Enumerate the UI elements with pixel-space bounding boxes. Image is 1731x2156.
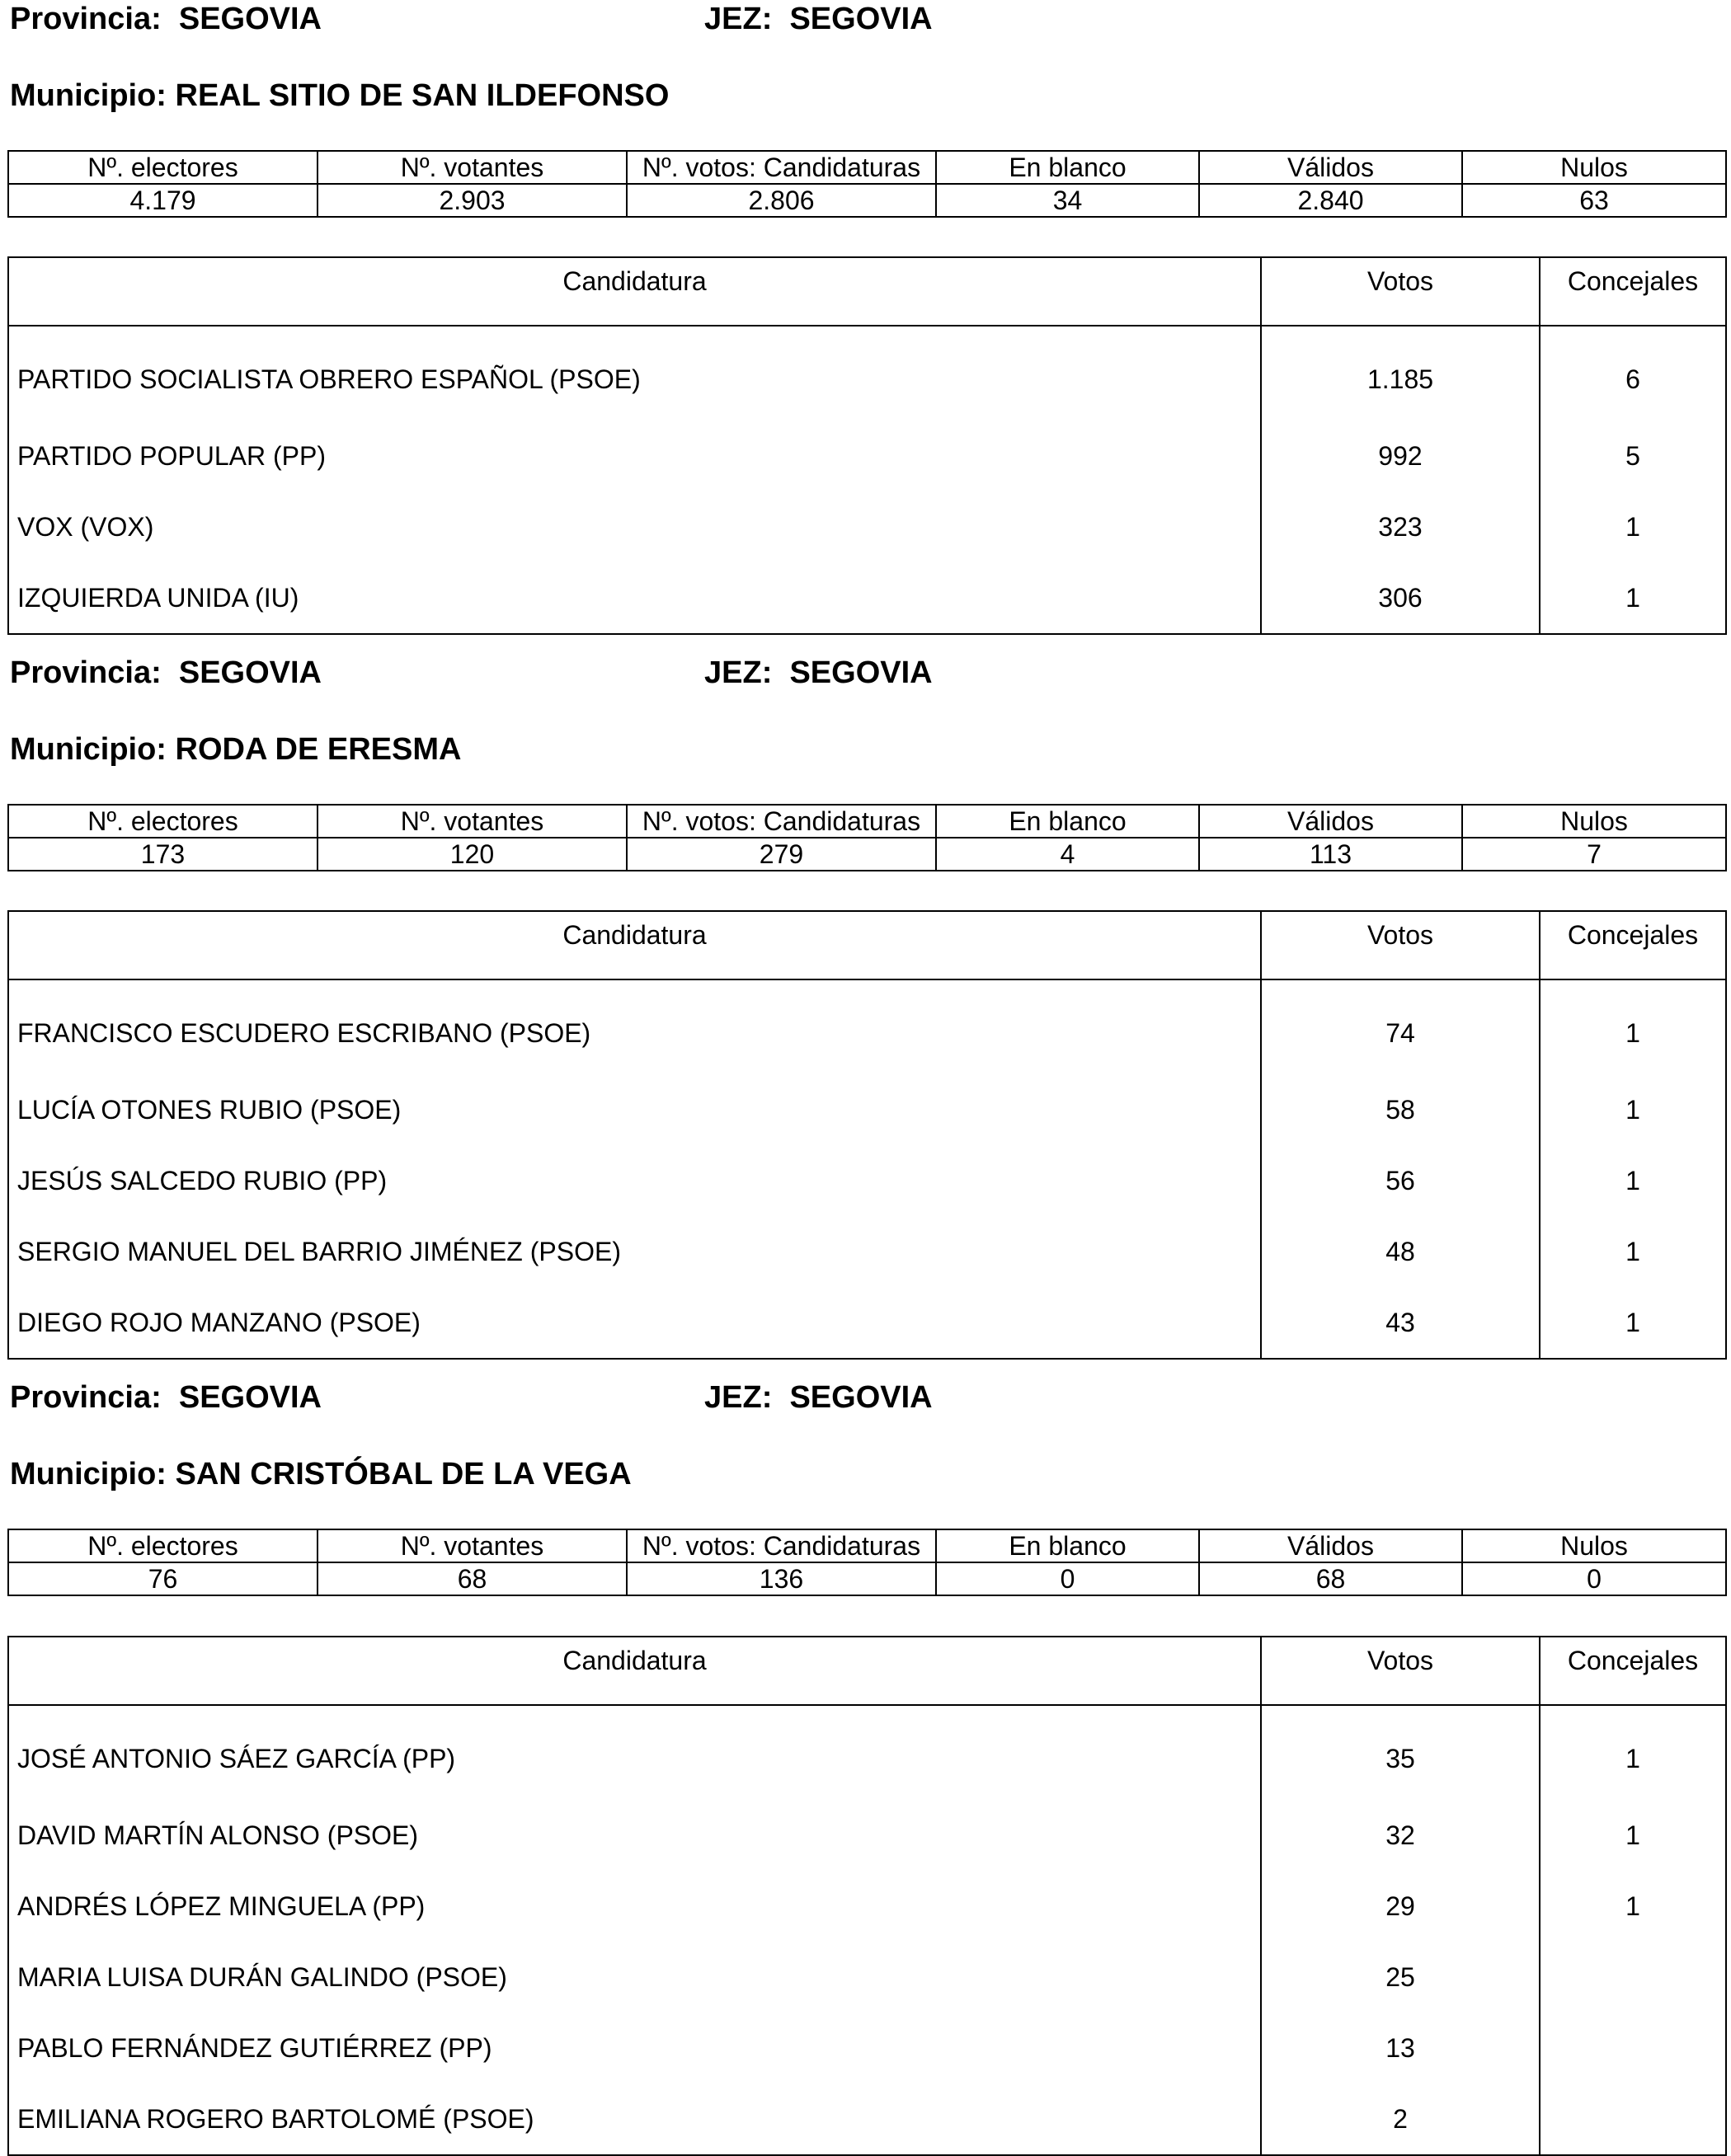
candidate-concejales: 1: [1625, 1743, 1640, 1773]
candidates-header-row: [8, 1637, 1726, 1705]
provincia-heading: Provincia: SEGOVIA: [10, 2, 322, 36]
stats-header-row: [8, 805, 1726, 838]
votos-header: Votos: [1261, 1637, 1540, 1705]
votos-header: Votos: [1261, 911, 1540, 979]
candidate-concejales: 6: [1625, 364, 1640, 394]
candidate-row: [8, 2083, 1726, 2155]
candidate-votes: 992: [1261, 420, 1540, 491]
candidate-concejales: 1: [1625, 1891, 1640, 1921]
candidate-row: [8, 979, 1726, 1074]
stats-value: 279: [627, 838, 936, 871]
candidate-row: [8, 1287, 1726, 1359]
candidate-row: [8, 1800, 1726, 1871]
concejales-header: Concejales: [1540, 911, 1726, 979]
stats-header-row: [8, 1529, 1726, 1562]
stats-header: Válidos: [1199, 805, 1462, 838]
candidate-row: [8, 1216, 1726, 1287]
concejales-header: Concejales: [1540, 257, 1726, 326]
stats-value: 120: [318, 838, 627, 871]
candidate-concejales: 1: [1625, 1094, 1640, 1125]
candidates-table: [7, 256, 1727, 635]
stats-table: [7, 1529, 1727, 1596]
jez-heading: JEZ: SEGOVIA: [704, 655, 933, 690]
candidate-row: [8, 1145, 1726, 1216]
candidate-votes: 323: [1261, 491, 1540, 562]
stats-header: En blanco: [936, 1529, 1199, 1562]
candidate-name: FRANCISCO ESCUDERO ESCRIBANO (PSOE): [8, 979, 1261, 1074]
candidate-row: [8, 326, 1726, 420]
candidate-row: [8, 1871, 1726, 1942]
candidate-votes: 29: [1261, 1871, 1540, 1942]
candidate-row: [8, 562, 1726, 634]
stats-value: 7: [1462, 838, 1726, 871]
stats-value: 68: [1199, 1562, 1462, 1595]
stats-header: Nulos: [1462, 805, 1726, 838]
candidate-concejales: [1540, 2013, 1726, 2083]
stats-header: Nulos: [1462, 1529, 1726, 1562]
jez-heading: JEZ: SEGOVIA: [704, 1380, 933, 1415]
stats-header: Válidos: [1199, 1529, 1462, 1562]
stats-header: En blanco: [936, 805, 1199, 838]
stats-value: 63: [1462, 184, 1726, 217]
stats-header: Nº. electores: [8, 805, 318, 838]
candidate-votes: 32: [1261, 1800, 1540, 1871]
province-line: [10, 1380, 1725, 1420]
municipio-heading: Municipio: REAL SITIO DE SAN ILDEFONSO: [10, 78, 670, 113]
provincia-heading: Provincia: SEGOVIA: [10, 655, 322, 690]
candidate-concejales: 1: [1625, 582, 1640, 613]
stats-header: Nº. votos: Candidaturas: [627, 805, 936, 838]
candidate-votes: 1.185: [1261, 326, 1540, 420]
candidate-name: JOSÉ ANTONIO SÁEZ GARCÍA (PP): [8, 1705, 1261, 1800]
stats-header: Nº. votantes: [318, 805, 627, 838]
stats-header: Nº. votos: Candidaturas: [627, 1529, 936, 1562]
candidate-votes: 306: [1261, 562, 1540, 634]
stats-value: 34: [936, 184, 1199, 217]
candidate-concejales: [1540, 2083, 1726, 2155]
candidate-concejales: 1: [1625, 1017, 1640, 1048]
stats-value-row: [8, 838, 1726, 871]
candidate-row: [8, 2013, 1726, 2083]
stats-table: [7, 804, 1727, 871]
candidates-header-row: [8, 911, 1726, 979]
provincia-heading: Provincia: SEGOVIA: [10, 1380, 322, 1415]
candidate-votes: 56: [1261, 1145, 1540, 1216]
stats-value: 2.840: [1199, 184, 1462, 217]
stats-value: 2.806: [627, 184, 936, 217]
stats-header: Nº. votantes: [318, 151, 627, 184]
candidate-row: [8, 1705, 1726, 1800]
candidate-name: PARTIDO SOCIALISTA OBRERO ESPAÑOL (PSOE): [8, 326, 1261, 420]
candidatura-header: Candidatura: [8, 257, 1261, 326]
stats-header: Nulos: [1462, 151, 1726, 184]
stats-value: 0: [936, 1562, 1199, 1595]
candidates-table: [7, 1636, 1727, 2156]
candidate-name: DIEGO ROJO MANZANO (PSOE): [8, 1287, 1261, 1359]
candidates-header-row: [8, 257, 1726, 326]
candidate-concejales: 1: [1625, 1820, 1640, 1850]
candidate-name: IZQUIERDA UNIDA (IU): [8, 562, 1261, 634]
candidate-concejales: 1: [1625, 511, 1640, 542]
candidate-concejales: 1: [1625, 1307, 1640, 1337]
stats-header: Válidos: [1199, 151, 1462, 184]
stats-table: [7, 150, 1727, 218]
candidate-row: [8, 420, 1726, 491]
candidate-name: PABLO FERNÁNDEZ GUTIÉRREZ (PP): [8, 2013, 1261, 2083]
stats-value-row: [8, 1562, 1726, 1595]
candidate-votes: 13: [1261, 2013, 1540, 2083]
candidates-table: [7, 910, 1727, 1360]
votos-header: Votos: [1261, 257, 1540, 326]
stats-header: En blanco: [936, 151, 1199, 184]
candidate-votes: 58: [1261, 1074, 1540, 1145]
candidate-votes: 74: [1261, 979, 1540, 1074]
candidate-name: ANDRÉS LÓPEZ MINGUELA (PP): [8, 1871, 1261, 1942]
stats-value: 68: [318, 1562, 627, 1595]
stats-value: 2.903: [318, 184, 627, 217]
candidate-concejales: 1: [1625, 1236, 1640, 1266]
candidate-votes: 43: [1261, 1287, 1540, 1359]
candidate-name: JESÚS SALCEDO RUBIO (PP): [8, 1145, 1261, 1216]
candidate-concejales: [1540, 1942, 1726, 2013]
stats-header: Nº. electores: [8, 1529, 318, 1562]
municipio-heading: Municipio: RODA DE ERESMA: [10, 732, 462, 767]
stats-value: 76: [8, 1562, 318, 1595]
candidate-name: LUCÍA OTONES RUBIO (PSOE): [8, 1074, 1261, 1145]
candidate-name: DAVID MARTÍN ALONSO (PSOE): [8, 1800, 1261, 1871]
candidate-name: PARTIDO POPULAR (PP): [8, 420, 1261, 491]
candidate-name: VOX (VOX): [8, 491, 1261, 562]
concejales-header: Concejales: [1540, 1637, 1726, 1705]
candidate-votes: 48: [1261, 1216, 1540, 1287]
province-line: [10, 655, 1725, 695]
candidate-name: SERGIO MANUEL DEL BARRIO JIMÉNEZ (PSOE): [8, 1216, 1261, 1287]
candidate-concejales: 5: [1625, 440, 1640, 471]
candidate-name: MARIA LUISA DURÁN GALINDO (PSOE): [8, 1942, 1261, 2013]
candidate-concejales: 1: [1625, 1165, 1640, 1195]
candidate-votes: 25: [1261, 1942, 1540, 2013]
stats-value: 0: [1462, 1562, 1726, 1595]
candidatura-header: Candidatura: [8, 911, 1261, 979]
stats-header: Nº. votantes: [318, 1529, 627, 1562]
candidate-row: [8, 1074, 1726, 1145]
stats-value: 113: [1199, 838, 1462, 871]
municipio-heading: Municipio: SAN CRISTÓBAL DE LA VEGA: [10, 1457, 632, 1491]
province-line: [10, 2, 1725, 41]
stats-value: 173: [8, 838, 318, 871]
stats-header-row: [8, 151, 1726, 184]
stats-value: 4: [936, 838, 1199, 871]
candidate-votes: 2: [1261, 2083, 1540, 2155]
candidate-votes: 35: [1261, 1705, 1540, 1800]
candidatura-header: Candidatura: [8, 1637, 1261, 1705]
stats-value-row: [8, 184, 1726, 217]
stats-header: Nº. electores: [8, 151, 318, 184]
jez-heading: JEZ: SEGOVIA: [704, 2, 933, 36]
candidate-row: [8, 491, 1726, 562]
stats-value: 4.179: [8, 184, 318, 217]
candidate-row: [8, 1942, 1726, 2013]
candidate-name: EMILIANA ROGERO BARTOLOMÉ (PSOE): [8, 2083, 1261, 2155]
stats-value: 136: [627, 1562, 936, 1595]
stats-header: Nº. votos: Candidaturas: [627, 151, 936, 184]
